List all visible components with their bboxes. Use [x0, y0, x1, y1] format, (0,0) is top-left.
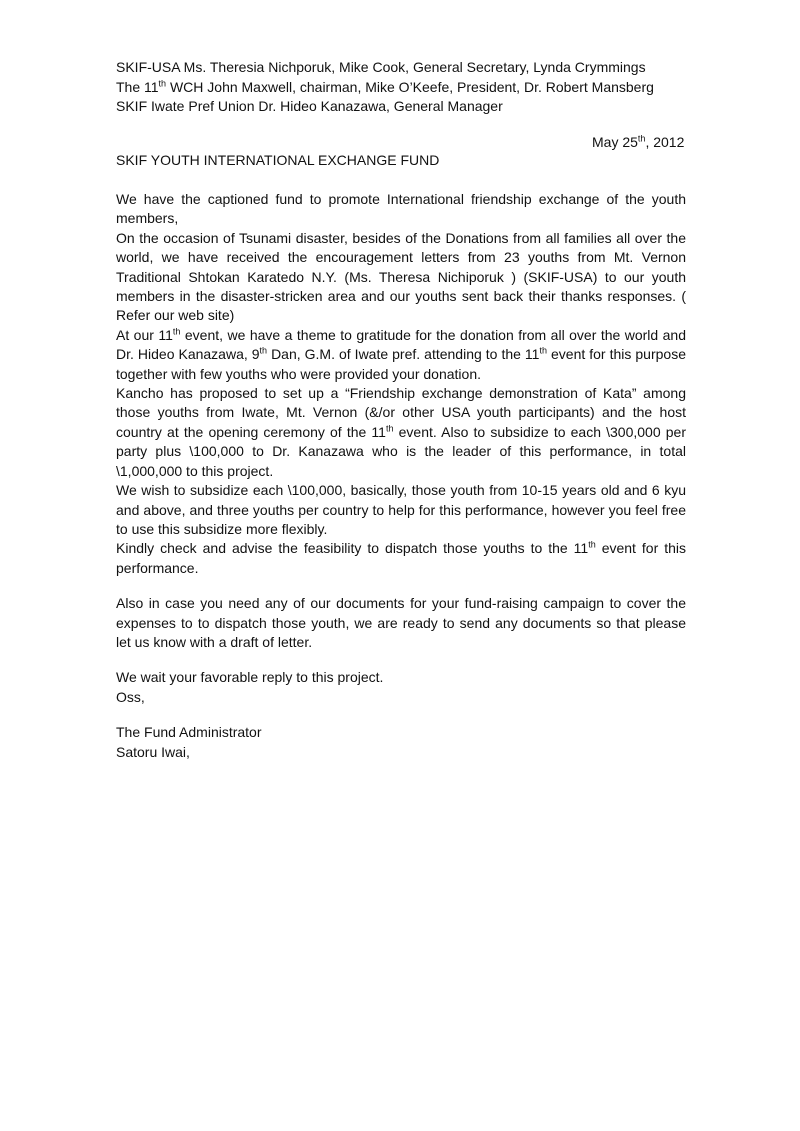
paragraph-closing: We wait your favorable reply to this project.	[116, 669, 384, 686]
salutation: Oss,	[116, 688, 145, 705]
paragraph-theme: At our 11th event, we have a theme to gratitude for the donation from all over the world and Dr. Hideo Kanazawa, 9th Dan, G.M. of Iwate pref. attending to the 11th event for this purpose together with few youths who were provided your donation.	[116, 326, 687, 382]
spacer	[116, 578, 686, 594]
spacer	[116, 707, 686, 723]
addressee-line-iwate: SKIF Iwate Pref Union Dr. Hideo Kanazawa, General Manager	[116, 98, 503, 114]
signature-title: The Fund Administrator	[116, 724, 262, 741]
paragraph-request: Kindly check and advise the feasibility to dispatch those youths to the 11th event for this performance.	[116, 539, 687, 576]
paragraph-subsidy: We wish to subsidize each \100,000, basically, those youth from 10-15 years old and 6 kyu and above, and three youths per country to help for this performance, however you feel free to use this subsidize more flexibly.	[116, 482, 686, 537]
addressee-line-skif-usa: SKIF-USA Ms. Theresia Nichporuk, Mike Cook, General Secretary, Lynda Crymmings	[116, 59, 646, 75]
spacer	[116, 652, 686, 668]
paragraph-documents: Also in case you need any of our documents for your fund-raising campaign to cover the expenses to to dispatch those youth, we are ready to send any documents so that please let us know with a draft of letter.	[116, 595, 686, 650]
paragraph-intro: We have the captioned fund to promote International friendship exchange of the youth members,	[116, 191, 686, 227]
addressee-line-wch: The 11th WCH John Maxwell, chairman, Mike O’Keefe, President, Dr. Robert Mansberg	[116, 77, 654, 95]
paragraph-tsunami: On the occasion of Tsunami disaster, besides of the Donations from all families all over the world, we have received the encouragement letters from 23 youths from Mt. Vernon Traditional Shtokan Karatedo N.Y. (Ms. Theresa Nichiporuk ) (SKIF-USA) to our youth members in the disaster-stricken area and our youths sent back their thanks responses. ( Refer our web site)	[116, 229, 686, 324]
letter-body	[116, 190, 686, 762]
paragraph-proposal: Kancho has proposed to set up a “Friendship exchange demonstration of Kata” among those youths from Iwate, Mt. Vernon (&/or other USA youth participants) and the host country at the opening ceremony of the 11th event. Also to subsidize to each \300,000 per party plus \100,000 to Dr. Kanazawa who is the leader of this performance, in total \1,000,000 to this project.	[116, 385, 686, 479]
addressee-block	[116, 58, 756, 117]
letter-date: May 25th, 2012	[592, 133, 685, 150]
letter-title: SKIF YOUTH INTERNATIONAL EXCHANGE FUND	[116, 152, 440, 168]
signature-name: Satoru Iwai,	[116, 743, 190, 760]
